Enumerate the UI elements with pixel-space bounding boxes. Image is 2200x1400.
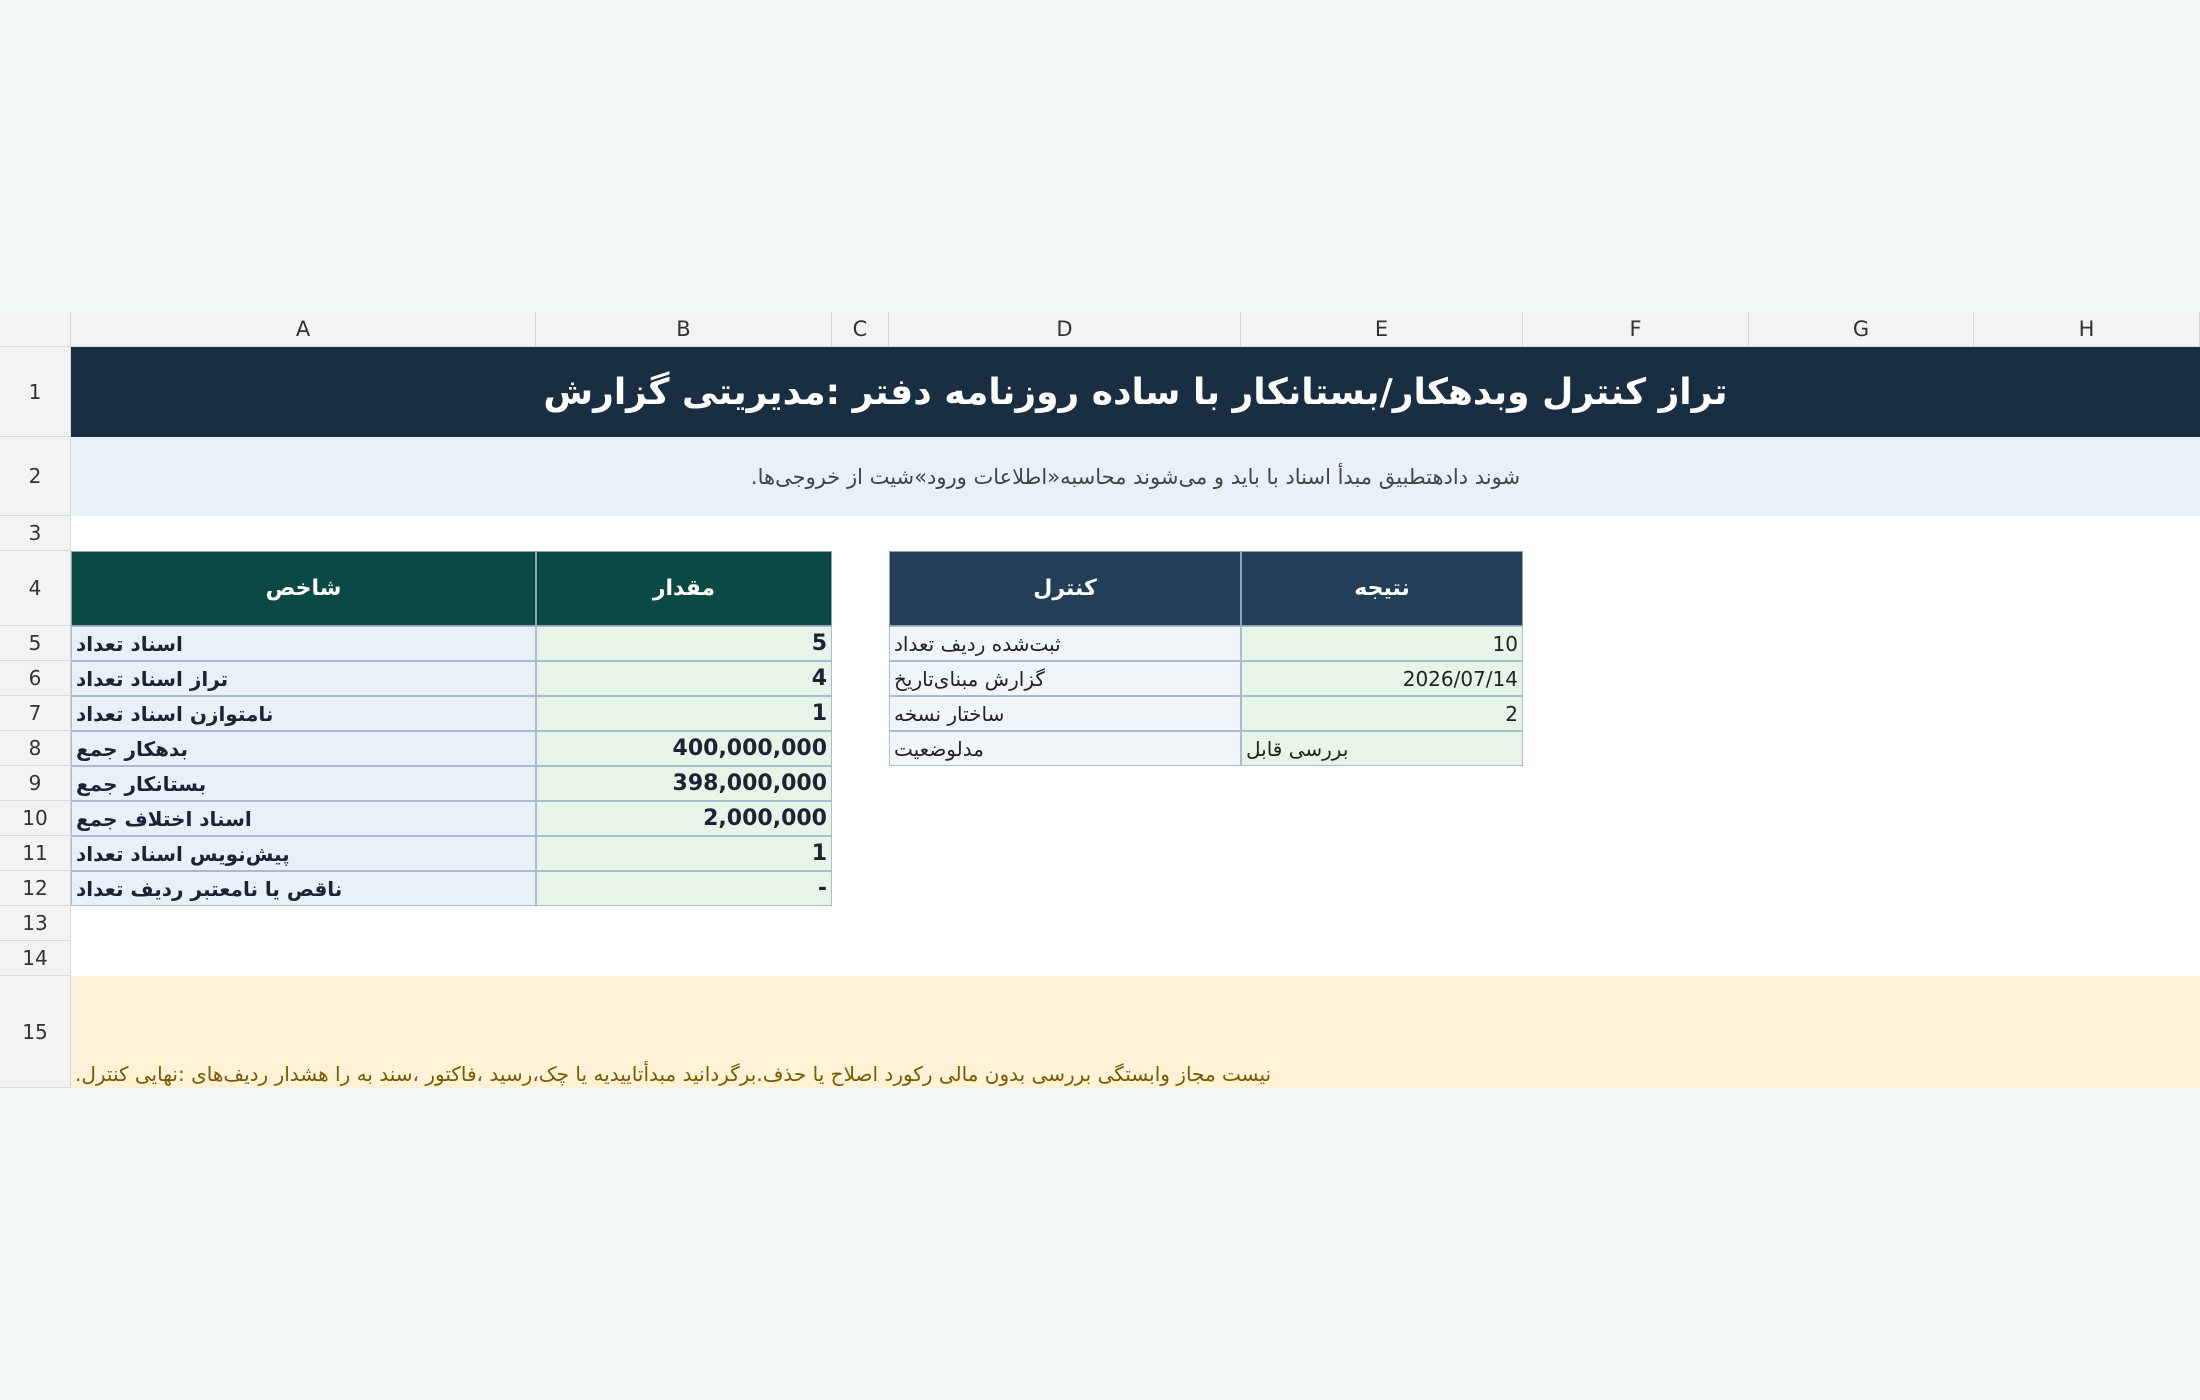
row-header-12[interactable]: 12 [0, 871, 71, 906]
control-value-row-count[interactable]: 10 [1241, 626, 1523, 661]
row-header-15[interactable]: 15 [0, 976, 71, 1088]
kpi-value-draft-count[interactable]: 1 [536, 836, 832, 871]
column-header-e[interactable]: E [1241, 312, 1523, 347]
row-header-5[interactable]: 5 [0, 626, 71, 661]
row-header-6[interactable]: 6 [0, 661, 71, 696]
kpi-value-unbalanced-count[interactable]: 1 [536, 696, 832, 731]
kpi-header-value[interactable]: مقدار [536, 551, 832, 626]
column-header-b[interactable]: B [536, 312, 832, 347]
report-title[interactable]: تراز کنترل وبدهکار/بستانکار با ساده روزنامه دفتر :مدیریتی گزارش [71, 347, 2200, 437]
row-header-4[interactable]: 4 [0, 551, 71, 626]
spreadsheet-grid [0, 312, 2200, 1088]
control-header-label[interactable]: کنترل [889, 551, 1241, 626]
kpi-label-draft-count[interactable]: پیش‌نویس اسناد تعداد [71, 836, 536, 871]
control-value-structure-version[interactable]: 2 [1241, 696, 1523, 731]
report-subtitle[interactable]: .شوند دادهتطبیق مبدأ اسناد با باید و می‌شوند محاسبه«اطلاعات ورود»شیت از خروجی‌ها [71, 437, 2200, 516]
control-label-model-status[interactable]: مدلوضعیت [889, 731, 1241, 766]
row-header-14[interactable]: 14 [0, 941, 71, 976]
kpi-label-credit-total[interactable]: بستانکار جمع [71, 766, 536, 801]
kpi-value-balanced-count[interactable]: 4 [536, 661, 832, 696]
kpi-value-credit-total[interactable]: 398,000,000 [536, 766, 832, 801]
column-header-a[interactable]: A [71, 312, 536, 347]
column-header-f[interactable]: F [1523, 312, 1749, 347]
kpi-label-document-count[interactable]: اسناد تعداد [71, 626, 536, 661]
row-header-11[interactable]: 11 [0, 836, 71, 871]
column-header-d[interactable]: D [889, 312, 1241, 347]
final-control-note[interactable]: .نیست مجاز وابستگی بررسی بدون مالی رکورد اصلاح یا حذف.برگردانید مبدأتاییدیه یا چک،رسید ،فاکتور ،سند به را هشدار ردیف‌های :نهایی کنترل [71, 976, 2200, 1088]
kpi-label-difference-total[interactable]: اسناد اختلاف جمع [71, 801, 536, 836]
row-header-13[interactable]: 13 [0, 906, 71, 941]
row-header-3[interactable]: 3 [0, 516, 71, 551]
row-header-2[interactable]: 2 [0, 437, 71, 516]
kpi-value-invalid-rows[interactable]: - [536, 871, 832, 906]
kpi-value-document-count[interactable]: 5 [536, 626, 832, 661]
row-header-1[interactable]: 1 [0, 347, 71, 437]
control-label-structure-version[interactable]: ساختار نسخه [889, 696, 1241, 731]
control-label-row-count[interactable]: ثبت‌شده ردیف تعداد [889, 626, 1241, 661]
kpi-value-debit-total[interactable]: 400,000,000 [536, 731, 832, 766]
select-all-corner[interactable] [0, 312, 71, 347]
column-header-h[interactable]: H [1974, 312, 2200, 347]
column-header-g[interactable]: G [1749, 312, 1974, 347]
control-value-report-date[interactable]: 2026/07/14 [1241, 661, 1523, 696]
kpi-header-label[interactable]: شاخص [71, 551, 536, 626]
kpi-value-difference-total[interactable]: 2,000,000 [536, 801, 832, 836]
kpi-label-invalid-rows[interactable]: ناقص یا نامعتبر ردیف تعداد [71, 871, 536, 906]
control-value-model-status[interactable]: بررسی قابل [1241, 731, 1523, 766]
row-header-7[interactable]: 7 [0, 696, 71, 731]
row-header-8[interactable]: 8 [0, 731, 71, 766]
kpi-label-debit-total[interactable]: بدهکار جمع [71, 731, 536, 766]
control-label-report-date[interactable]: گزارش مبنای‌تاریخ [889, 661, 1241, 696]
column-header-c[interactable]: C [832, 312, 889, 347]
row-header-9[interactable]: 9 [0, 766, 71, 801]
kpi-label-unbalanced-count[interactable]: نامتوازن اسناد تعداد [71, 696, 536, 731]
row-header-10[interactable]: 10 [0, 801, 71, 836]
kpi-label-balanced-count[interactable]: تراز اسناد تعداد [71, 661, 536, 696]
control-header-value[interactable]: نتیجه [1241, 551, 1523, 626]
